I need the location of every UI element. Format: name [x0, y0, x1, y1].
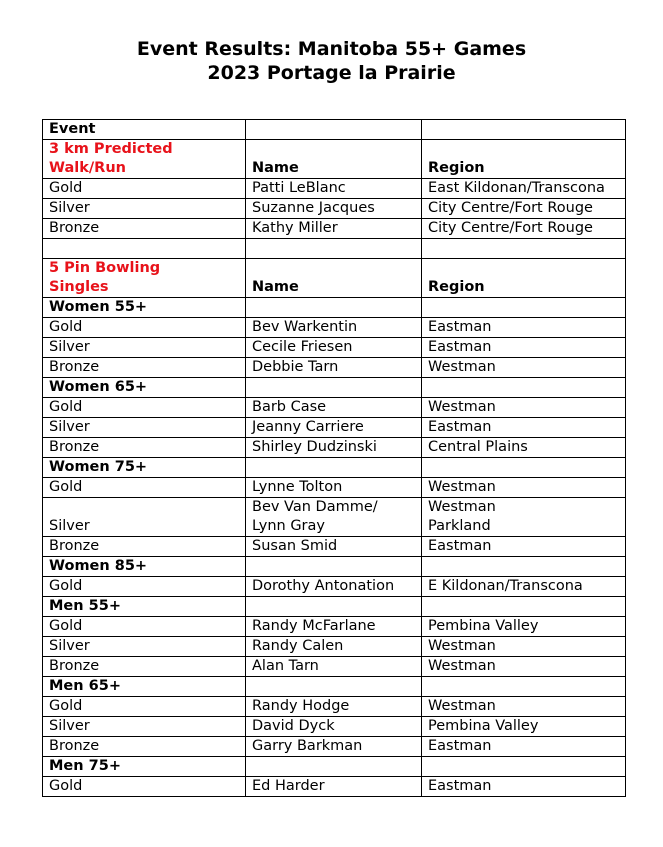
- athlete-name-cell: [246, 697, 422, 717]
- results-table-body: [43, 120, 626, 797]
- medal-cell: Silver: [43, 498, 246, 537]
- table-row: [43, 318, 626, 338]
- table-row: [43, 219, 626, 239]
- event-heading-row: [43, 259, 626, 298]
- region-line: City Centre/Fort Rouge: [428, 200, 593, 216]
- region-cell: [422, 478, 626, 498]
- athlete-name-cell: [246, 498, 422, 537]
- athlete-name-cell: [246, 398, 422, 418]
- region-line: E Kildonan/Transcona: [428, 578, 583, 594]
- document-title: [0, 37, 663, 85]
- spacer-row: [43, 239, 626, 259]
- athlete-name-line: Kathy Miller: [252, 220, 338, 236]
- region-line: Eastman: [428, 778, 492, 794]
- region-cell: [422, 179, 626, 199]
- athlete-name-cell: [246, 657, 422, 677]
- category-label: Women 75+: [43, 458, 246, 478]
- medal-cell: Gold: [43, 777, 246, 797]
- region-line: Pembina Valley: [428, 618, 539, 634]
- athlete-name-line: Garry Barkman: [252, 738, 363, 754]
- event-header-cell: Event: [43, 120, 246, 140]
- region-cell: [422, 199, 626, 219]
- region-cell: [422, 418, 626, 438]
- category-label: Women 85+: [43, 557, 246, 577]
- table-row: [43, 438, 626, 458]
- category-label: Men 65+: [43, 677, 246, 697]
- table-row: [43, 577, 626, 597]
- region-line: Pembina Valley: [428, 718, 539, 734]
- region-line: Eastman: [428, 419, 492, 435]
- empty-cell: [422, 378, 626, 398]
- region-line: Westman: [428, 499, 496, 515]
- event-name-cell: [43, 259, 246, 298]
- region-column-header: Region: [422, 140, 626, 179]
- athlete-name-cell: [246, 199, 422, 219]
- medal-cell: Bronze: [43, 438, 246, 458]
- medal-cell: Gold: [43, 577, 246, 597]
- region-cell: [422, 577, 626, 597]
- region-cell: [422, 697, 626, 717]
- medal-cell: Gold: [43, 318, 246, 338]
- athlete-name-cell: [246, 219, 422, 239]
- empty-cell: [246, 458, 422, 478]
- region-line: Westman: [428, 479, 496, 495]
- region-cell: [422, 398, 626, 418]
- athlete-name-cell: [246, 418, 422, 438]
- medal-cell: Bronze: [43, 657, 246, 677]
- region-line: City Centre/Fort Rouge: [428, 220, 593, 236]
- empty-cell: [246, 120, 422, 140]
- category-row: [43, 597, 626, 617]
- table-row: [43, 657, 626, 677]
- table-row: [43, 617, 626, 637]
- medal-cell: Silver: [43, 338, 246, 358]
- empty-cell: [246, 239, 422, 259]
- empty-cell: [422, 557, 626, 577]
- medal-cell: Gold: [43, 179, 246, 199]
- region-line: Westman: [428, 638, 496, 654]
- athlete-name-line: Dorothy Antonation: [252, 578, 395, 594]
- event-name-cell: [43, 140, 246, 179]
- category-row: [43, 757, 626, 777]
- region-cell: [422, 737, 626, 757]
- region-cell: [422, 219, 626, 239]
- category-label: Men 55+: [43, 597, 246, 617]
- empty-cell: [246, 298, 422, 318]
- empty-cell: [246, 557, 422, 577]
- athlete-name-line: Ed Harder: [252, 778, 325, 794]
- medal-cell: Bronze: [43, 737, 246, 757]
- region-line: Westman: [428, 399, 496, 415]
- table-row: [43, 358, 626, 378]
- region-line: Eastman: [428, 339, 492, 355]
- medal-cell: Gold: [43, 478, 246, 498]
- athlete-name-line: Jeanny Carriere: [252, 419, 364, 435]
- region-cell: [422, 438, 626, 458]
- athlete-name-cell: [246, 338, 422, 358]
- athlete-name-line: Randy Calen: [252, 638, 344, 654]
- category-label: Women 65+: [43, 378, 246, 398]
- athlete-name-line: Suzanne Jacques: [252, 200, 375, 216]
- athlete-name-cell: [246, 478, 422, 498]
- athlete-name-line: Susan Smid: [252, 538, 338, 554]
- region-line: Eastman: [428, 538, 492, 554]
- region-line: Eastman: [428, 319, 492, 335]
- table-row: [43, 697, 626, 717]
- empty-cell: [422, 298, 626, 318]
- region-line: East Kildonan/Transcona: [428, 180, 605, 196]
- medal-cell: Bronze: [43, 219, 246, 239]
- athlete-name-line: Debbie Tarn: [252, 359, 339, 375]
- table-header-row: [43, 120, 626, 140]
- athlete-name-cell: [246, 318, 422, 338]
- athlete-name-line: Lynne Tolton: [252, 479, 343, 495]
- empty-cell: [246, 677, 422, 697]
- table-row: [43, 418, 626, 438]
- medal-cell: Silver: [43, 717, 246, 737]
- table-row: [43, 179, 626, 199]
- category-row: [43, 458, 626, 478]
- empty-cell: [246, 597, 422, 617]
- athlete-name-line: Randy Hodge: [252, 698, 350, 714]
- athlete-name-line: Patti LeBlanc: [252, 180, 346, 196]
- empty-cell: [422, 757, 626, 777]
- table-row: [43, 338, 626, 358]
- event-name-line-2: Singles: [49, 279, 109, 295]
- category-row: [43, 378, 626, 398]
- athlete-name-line: Bev Van Damme/: [252, 499, 378, 515]
- name-column-header: Name: [246, 259, 422, 298]
- region-cell: [422, 617, 626, 637]
- empty-cell: [43, 239, 246, 259]
- athlete-name-line: Barb Case: [252, 399, 327, 415]
- athlete-name-cell: [246, 358, 422, 378]
- region-column-header: Region: [422, 259, 626, 298]
- region-cell: [422, 657, 626, 677]
- category-row: [43, 557, 626, 577]
- table-row: [43, 537, 626, 557]
- region-cell: [422, 498, 626, 537]
- region-cell: [422, 338, 626, 358]
- table-row: [43, 498, 626, 537]
- empty-cell: [422, 239, 626, 259]
- medal-cell: Gold: [43, 398, 246, 418]
- table-row: [43, 637, 626, 657]
- table-row: [43, 737, 626, 757]
- region-cell: [422, 358, 626, 378]
- table-row: [43, 777, 626, 797]
- empty-cell: [422, 120, 626, 140]
- athlete-name-line: Lynn Gray: [252, 518, 325, 534]
- medal-cell: Bronze: [43, 537, 246, 557]
- empty-cell: [246, 378, 422, 398]
- region-cell: [422, 777, 626, 797]
- title-line-1: Event Results: Manitoba 55+ Games: [136, 38, 527, 60]
- region-line: Parkland: [428, 518, 491, 534]
- athlete-name-cell: [246, 777, 422, 797]
- athlete-name-cell: [246, 617, 422, 637]
- category-label: Men 75+: [43, 757, 246, 777]
- region-cell: [422, 637, 626, 657]
- empty-cell: [422, 597, 626, 617]
- athlete-name-cell: [246, 637, 422, 657]
- region-cell: [422, 717, 626, 737]
- athlete-name-line: David Dyck: [252, 718, 335, 734]
- table-row: [43, 398, 626, 418]
- athlete-name-cell: [246, 438, 422, 458]
- region-line: Westman: [428, 359, 496, 375]
- athlete-name-cell: [246, 179, 422, 199]
- category-row: [43, 298, 626, 318]
- region-line: Central Plains: [428, 439, 528, 455]
- athlete-name-cell: [246, 537, 422, 557]
- medal-cell: Gold: [43, 617, 246, 637]
- table-row: [43, 478, 626, 498]
- region-line: Westman: [428, 698, 496, 714]
- athlete-name-cell: [246, 717, 422, 737]
- medal-cell: Bronze: [43, 358, 246, 378]
- empty-cell: [422, 458, 626, 478]
- name-column-header: Name: [246, 140, 422, 179]
- medal-cell: Silver: [43, 637, 246, 657]
- athlete-name-line: Alan Tarn: [252, 658, 319, 674]
- medal-cell: Silver: [43, 199, 246, 219]
- event-heading-row: [43, 140, 626, 179]
- region-cell: [422, 318, 626, 338]
- athlete-name-line: Bev Warkentin: [252, 319, 358, 335]
- region-cell: [422, 537, 626, 557]
- event-name-line-2: Walk/Run: [49, 160, 126, 176]
- table-row: [43, 199, 626, 219]
- athlete-name-line: Cecile Friesen: [252, 339, 353, 355]
- title-line-2: 2023 Portage la Prairie: [207, 62, 456, 84]
- region-line: Eastman: [428, 738, 492, 754]
- table-row: [43, 717, 626, 737]
- athlete-name-cell: [246, 577, 422, 597]
- empty-cell: [246, 757, 422, 777]
- region-line: Westman: [428, 658, 496, 674]
- results-table: [42, 119, 626, 797]
- event-name-line-1: 5 Pin Bowling: [49, 260, 161, 276]
- athlete-name-cell: [246, 737, 422, 757]
- athlete-name-line: Randy McFarlane: [252, 618, 376, 634]
- medal-cell: Silver: [43, 418, 246, 438]
- event-name-line-1: 3 km Predicted: [49, 141, 173, 157]
- category-row: [43, 677, 626, 697]
- category-label: Women 55+: [43, 298, 246, 318]
- medal-cell: Gold: [43, 697, 246, 717]
- athlete-name-line: Shirley Dudzinski: [252, 439, 377, 455]
- empty-cell: [422, 677, 626, 697]
